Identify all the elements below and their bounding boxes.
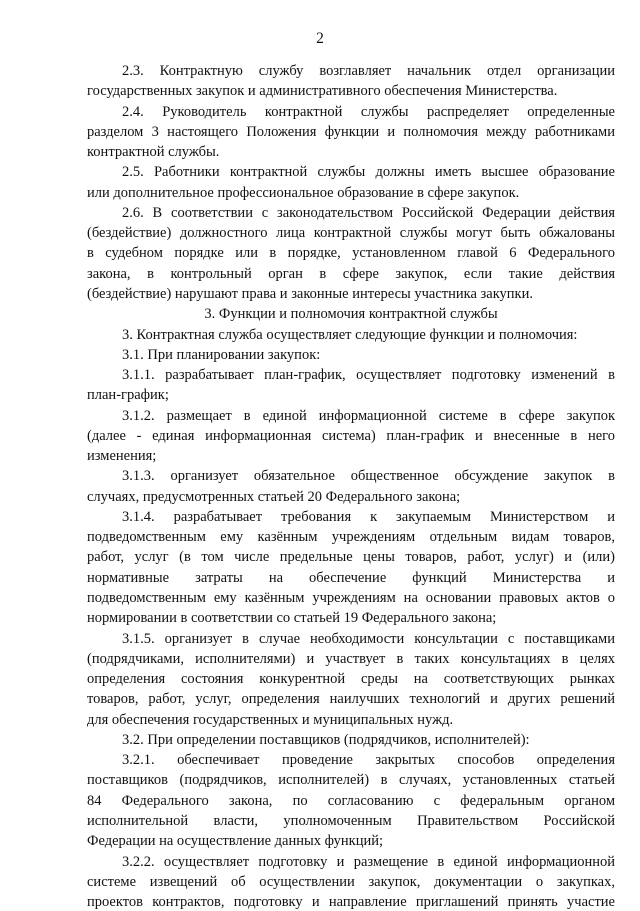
paragraph-line: 3.1.3. организует обязательное общественное обсуждение закупок в — [122, 468, 615, 485]
paragraph-line: (бездействие) должностного лица контрактной службы могут быть обжалованы — [87, 225, 615, 242]
paragraph-line: закона, в контрольный орган в сфере закупок, если такие действия — [87, 265, 615, 282]
paragraph-line: 3. Контрактная служба осуществляет следующие функции и полномочия: — [122, 326, 578, 343]
paragraph-line: план-график; — [87, 387, 169, 404]
paragraph-line: случаях, предусмотренных статьей 20 Федерального закона; — [87, 488, 461, 505]
paragraph-line: 3.1.4. разрабатывает требования к закупаемым Министерством и — [122, 508, 615, 525]
paragraph-line: 2.5. Работники контрактной службы должны иметь высшее образование — [122, 164, 615, 181]
paragraph-line: товаров, работ, услуг, определения наилучших технологий и других решений — [87, 691, 615, 708]
paragraph-line: контрактной службы. — [87, 144, 220, 161]
paragraph-line: (бездействие) нарушают права и законные интересы участника закупки. — [87, 286, 533, 302]
page-number: 2 — [316, 30, 324, 47]
paragraph-line: поставщиков (подрядчиков, исполнителей) в случаях, установленных статьей — [87, 772, 615, 789]
paragraph-line: подведомственным ему казённым учреждениям отдельным видам товаров, — [87, 529, 615, 546]
paragraph-line: 3.1.5. организует в случае необходимости консультации с поставщиками — [122, 630, 615, 647]
paragraph-line: государственных закупок и административного обеспечения Министерства. — [87, 83, 558, 100]
paragraph-line: Федерации на осуществление данных функций; — [87, 833, 384, 850]
paragraph-line: (подрядчиками, исполнителями) и участвует в таких консультациях в целях — [87, 650, 615, 667]
paragraph-line: в судебном порядке или в порядке, установленном главой 6 Федерального — [87, 245, 615, 262]
paragraph-line: (далее - единая информационная система) план-график и внесенные в него — [87, 427, 615, 444]
paragraph-line: изменения; — [87, 448, 157, 465]
paragraph-line: 3.2. При определении поставщиков (подрядчиков, исполнителей): — [122, 731, 530, 748]
paragraph-line: 2.6. В соответствии с законодательством Российской Федерации действия — [122, 204, 615, 221]
paragraph-line: 84 Федерального закона, по согласованию с федеральным органом — [87, 792, 615, 809]
paragraph-line: 3.1. При планировании закупок: — [122, 346, 321, 363]
paragraph-line: подведомственным ему казённым учреждениям на основании правовых актов о — [87, 590, 615, 606]
paragraph-line: проектов контрактов, подготовку и направление приглашений принять участие — [87, 894, 615, 910]
paragraph-line: работ, услуг (в том числе предельные цены товаров, работ, услуг) и (или) — [87, 549, 615, 566]
paragraph-line: нормировании в соответствии со статьей 19 Федерального закона; — [87, 610, 497, 627]
paragraph-line: 2.4. Руководитель контрактной службы распределяет определенные — [122, 103, 615, 120]
section-heading: 3. Функции и полномочия контрактной службы — [204, 306, 498, 323]
paragraph-line: 3.1.2. размещает в единой информационной системе в сфере закупок — [122, 407, 615, 424]
paragraph-line: разделом 3 настоящего Положения функции и полномочия между работниками — [87, 123, 615, 140]
paragraph-line: исполнительной власти, уполномоченным Правительством Российской — [87, 812, 615, 829]
paragraph-line: для обеспечения государственных и муниципальных нужд. — [87, 711, 454, 728]
paragraph-line: нормативные затраты на обеспечение функций Министерства и — [87, 569, 615, 586]
paragraph-line: 3.1.1. разрабатывает план-график, осуществляет подготовку изменений в — [122, 367, 615, 383]
paragraph-line: 3.2.2. осуществляет подготовку и размещение в единой информационной — [122, 853, 615, 870]
paragraph-line: определения состояния конкурентной среды на соответствующих рынках — [87, 671, 615, 687]
paragraph-line: 3.2.1. обеспечивает проведение закрытых способов определения — [122, 752, 615, 769]
paragraph-line: или дополнительное профессиональное образование в сфере закупок. — [87, 184, 520, 201]
paragraph-line: системе извещений об осуществлении закупок, документации о закупках, — [87, 873, 615, 890]
paragraph-line: 2.3. Контрактную службу возглавляет начальник отдел организации — [122, 63, 615, 79]
